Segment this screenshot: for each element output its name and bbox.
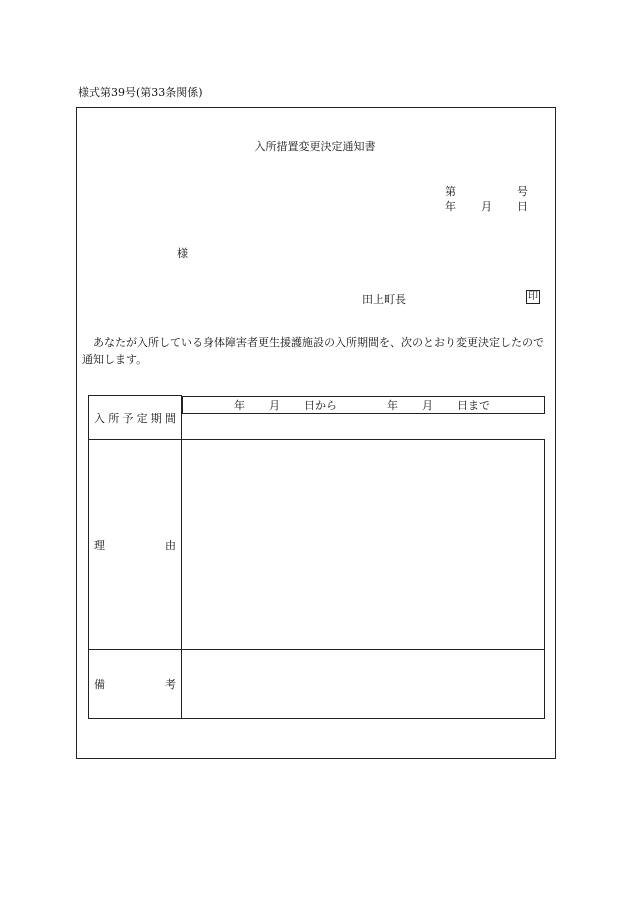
doc-number-prefix: 第 xyxy=(445,185,456,198)
period-value xyxy=(182,396,545,414)
period-to-month: 月 xyxy=(422,398,433,412)
details-table xyxy=(88,395,545,719)
reason-label-chars xyxy=(94,537,176,553)
reason-label-char: 理 xyxy=(94,538,105,552)
addressee-suffix: 様 xyxy=(177,247,188,260)
remarks-row xyxy=(89,650,545,719)
period-label-chars xyxy=(94,410,176,426)
reason-label xyxy=(89,440,182,650)
remarks-label-char: 考 xyxy=(165,678,176,691)
date-day: 日 xyxy=(517,200,528,213)
period-to-day: 日まで xyxy=(457,398,490,412)
reason-value xyxy=(182,440,545,650)
reason-label-char: 由 xyxy=(165,538,176,552)
period-from-day: 日から xyxy=(304,398,337,412)
notice-body: あなたが入所している身体障害者更生援護施設の入所期間を、次のとおり変更決定したので通知します。 xyxy=(82,336,544,366)
period-to-year: 年 xyxy=(387,398,398,412)
document-title: 入所措置変更決定通知書 xyxy=(254,140,376,153)
period-label-char: 定 xyxy=(136,411,148,425)
remarks-value xyxy=(182,650,545,719)
period-label-char: 入 xyxy=(94,411,105,425)
remarks-label xyxy=(89,650,182,719)
period-label-char: 期 xyxy=(150,411,162,425)
sender-name: 田上町長 xyxy=(362,293,406,306)
period-from-year: 年 xyxy=(234,398,245,412)
date-month: 月 xyxy=(481,200,492,213)
period-label xyxy=(89,396,182,440)
period-label-char: 間 xyxy=(164,411,176,425)
seal-mark: 印 xyxy=(528,291,538,302)
form-reference: 様式第39号(第33条関係) xyxy=(78,86,203,99)
remarks-label-chars xyxy=(94,676,176,692)
period-label-char: 所 xyxy=(108,411,120,425)
period-row xyxy=(89,396,545,440)
period-from-month: 月 xyxy=(269,398,280,412)
remarks-label-char: 備 xyxy=(94,678,105,691)
doc-number-suffix: 号 xyxy=(517,185,528,198)
period-label-char: 予 xyxy=(122,411,134,425)
reason-row xyxy=(89,440,545,650)
date-year: 年 xyxy=(445,200,456,213)
